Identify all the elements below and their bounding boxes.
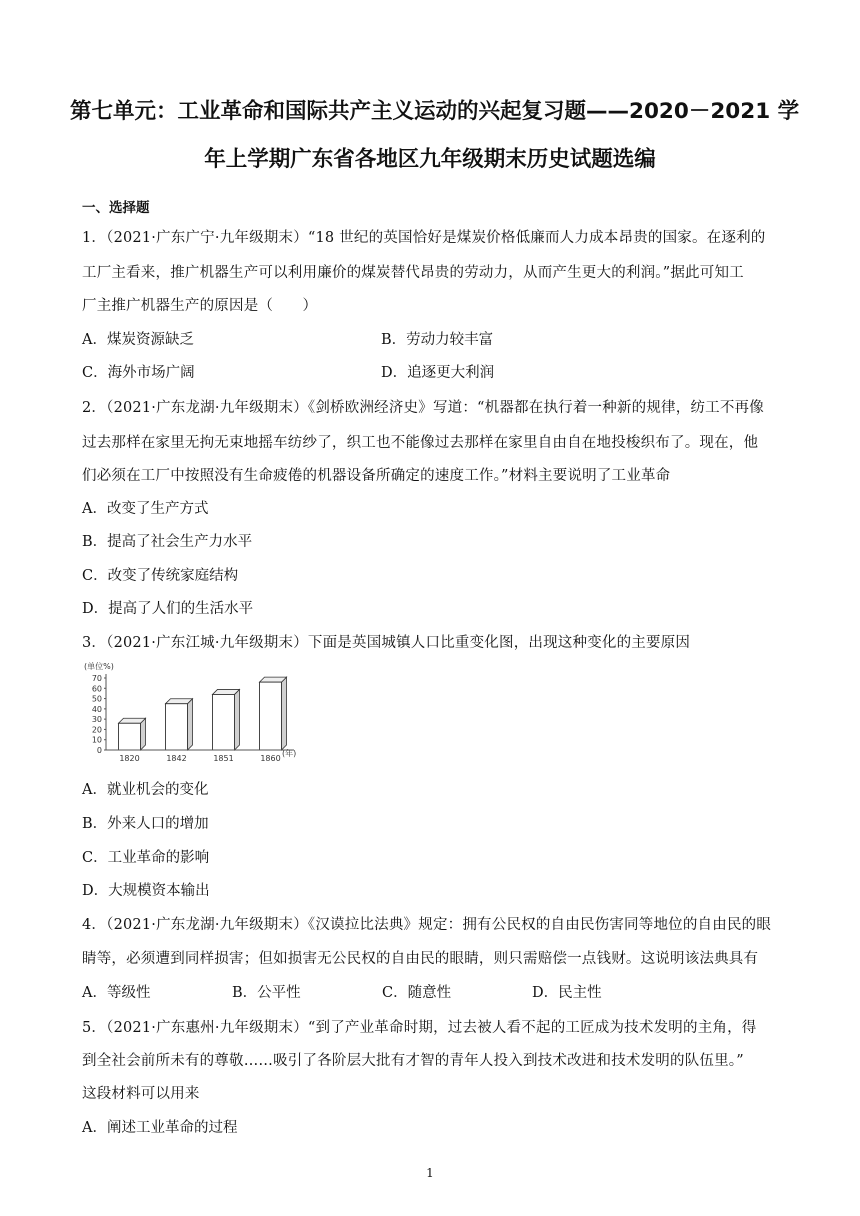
question-1-text: 1．（2021·广东广宁·九年级期末）“18 世纪的英国恰好是煤炭价格低廉而人力成本昂贵的国家。在逐利的 [82, 230, 766, 246]
question-5-text: 这段材料可以用来 [82, 1086, 200, 1102]
page-title-line-2: 年上学期广东省各地区九年级期末历史试题选编 [204, 147, 656, 172]
question-1-text: 厂主推广机器生产的原因是（ ） [82, 298, 318, 314]
bar-1860 [260, 682, 282, 750]
bar-1842 [166, 704, 188, 750]
question-4-option-b: B．公平性 [232, 985, 301, 1001]
question-3-text: 3．（2021·广东江城·九年级期末）下面是英国城镇人口比重变化图，出现这种变化的主要原因 [82, 635, 691, 651]
question-2-option-a: A．改变了生产方式 [82, 501, 209, 517]
question-4-text: 睛等，必须遭到同样损害；但如损害无公民权的自由民的眼睛，则只需赔偿一点钱财。这说明该法典具有 [82, 951, 759, 967]
x-tick-label: 1820 [119, 754, 140, 763]
y-tick-label: 70 [91, 674, 102, 683]
question-4-text: 4．（2021·广东龙湖·九年级期末）《汉谟拉比法典》规定：拥有公民权的自由民伤害同等地位的自由民的眼 [82, 917, 772, 933]
question-3-option-c: C．工业革命的影响 [82, 850, 210, 866]
y-tick-label: 10 [91, 735, 102, 745]
bar-side [282, 677, 287, 750]
question-1-text: 工厂主看来，推广机器生产可以利用廉价的煤炭替代昂贵的劳动力，从而产生更大的利润。”据此可知工 [82, 265, 744, 281]
question-2-option-d: D．提高了人们的生活水平 [82, 601, 254, 617]
question-5-text: 到全社会前所未有的尊敬……吸引了各阶层大批有才智的青年人投入到技术改进和技术发明的队伍里。” [82, 1053, 744, 1069]
y-tick-label: 60 [91, 684, 102, 694]
y-tick-label: 30 [91, 715, 102, 725]
question-1-option-a: A．煤炭资源缺乏 [82, 332, 194, 348]
question-2-text: 过去那样在家里无拘无束地摇车纺纱了，织工也不能像过去那样在家里自由自在地投梭织布了。现在，他 [82, 435, 759, 451]
x-tick-label: 1860 [260, 754, 281, 763]
section-heading: 一、选择题 [82, 200, 150, 216]
question-3-option-a: A．就业机会的变化 [82, 782, 209, 798]
question-3-option-d: D．大规模资本输出 [82, 883, 210, 899]
question-1-option-b: B．劳动力较丰富 [381, 332, 494, 348]
page-number: 1 [426, 1166, 434, 1180]
question-5-text: 5．（2021·广东惠州·九年级期末）“到了产业革命时期，过去被人看不起的工匠成为技术发明的主角，得 [82, 1020, 757, 1036]
bar-side [188, 699, 193, 750]
question-4-option-d: D．民主性 [532, 985, 602, 1001]
bar-top [166, 699, 193, 704]
bar-top [260, 677, 287, 682]
question-5-option-a: A．阐述工业革命的过程 [82, 1120, 238, 1136]
question-1-option-d: D．追逐更大利润 [381, 365, 495, 381]
question-2-option-b: B．提高了社会生产力水平 [82, 534, 253, 550]
question-2-option-c: C．改变了传统家庭结构 [82, 568, 239, 584]
question-2-text: 们必须在工厂中按照没有生命疲倦的机器设备所确定的速度工作。”材料主要说明了工业革命 [82, 468, 671, 484]
page-title-line-1: 第七单元：工业革命和国际共产主义运动的兴起复习题——2020－2021 学 [70, 99, 800, 124]
bar-side [235, 689, 240, 750]
bar-1820 [119, 723, 141, 750]
question-2-text: 2．（2021·广东龙湖·九年级期末）《剑桥欧洲经济史》写道：“机器都在执行着一种新的规律，纺工不再像 [82, 400, 764, 416]
y-tick-label: 50 [91, 694, 102, 704]
y-tick-label: 20 [91, 725, 102, 735]
question-4-option-c: C．随意性 [382, 985, 452, 1001]
bar-top [213, 689, 240, 694]
x-tick-label: 1851 [213, 754, 234, 763]
y-tick-label: 40 [91, 704, 102, 714]
urban-population-chart [82, 660, 310, 768]
chart-x-unit: (年) [282, 749, 297, 758]
question-1-option-c: C．海外市场广阔 [82, 365, 195, 381]
bar-1851 [213, 694, 235, 750]
question-3-option-b: B．外来人口的增加 [82, 816, 209, 832]
bar-top [119, 718, 146, 723]
chart-unit-label: (单位%) [84, 662, 114, 671]
x-tick-label: 1842 [166, 754, 187, 763]
y-tick-label: 0 [96, 746, 102, 755]
question-4-option-a: A．等级性 [82, 985, 151, 1001]
